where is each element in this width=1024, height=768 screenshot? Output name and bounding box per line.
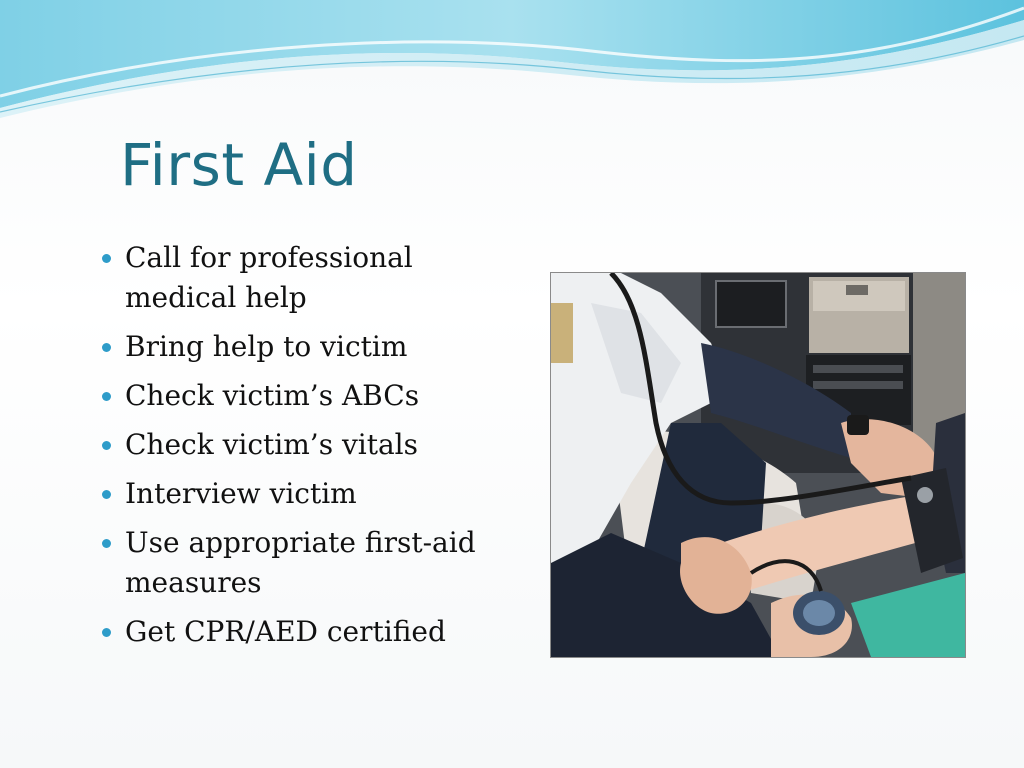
bullet-dot-icon <box>102 490 111 499</box>
bullet-text: Use appropriate first-aid measures <box>125 526 476 599</box>
bullet-dot-icon <box>102 254 111 263</box>
bullet-item <box>100 327 520 367</box>
slide-title: First Aid <box>120 131 358 199</box>
bullet-text: Call for professional medical help <box>125 241 413 314</box>
bullet-text: Check victim’s ABCs <box>125 379 420 412</box>
bullet-dot-icon <box>102 539 111 548</box>
bullet-dot-icon <box>102 392 111 401</box>
bullet-text: Check victim’s vitals <box>125 428 419 461</box>
bullet-item <box>100 612 520 652</box>
bullet-text: Interview victim <box>125 477 357 510</box>
photo-blood-pressure-measurement-icon <box>551 273 965 657</box>
bullet-dot-icon <box>102 441 111 450</box>
bullet-dot-icon <box>102 628 111 637</box>
bullet-item <box>100 523 520 603</box>
bullet-text: Bring help to victim <box>125 330 408 363</box>
blood-pressure-photo <box>550 272 966 658</box>
bullet-item <box>100 238 520 318</box>
bullet-list <box>100 238 520 661</box>
bullet-text: Get CPR/AED certified <box>125 615 446 648</box>
bullet-dot-icon <box>102 343 111 352</box>
bullet-item <box>100 376 520 416</box>
bullet-item <box>100 474 520 514</box>
header-wave-decoration <box>0 0 1024 130</box>
bullet-item <box>100 425 520 465</box>
